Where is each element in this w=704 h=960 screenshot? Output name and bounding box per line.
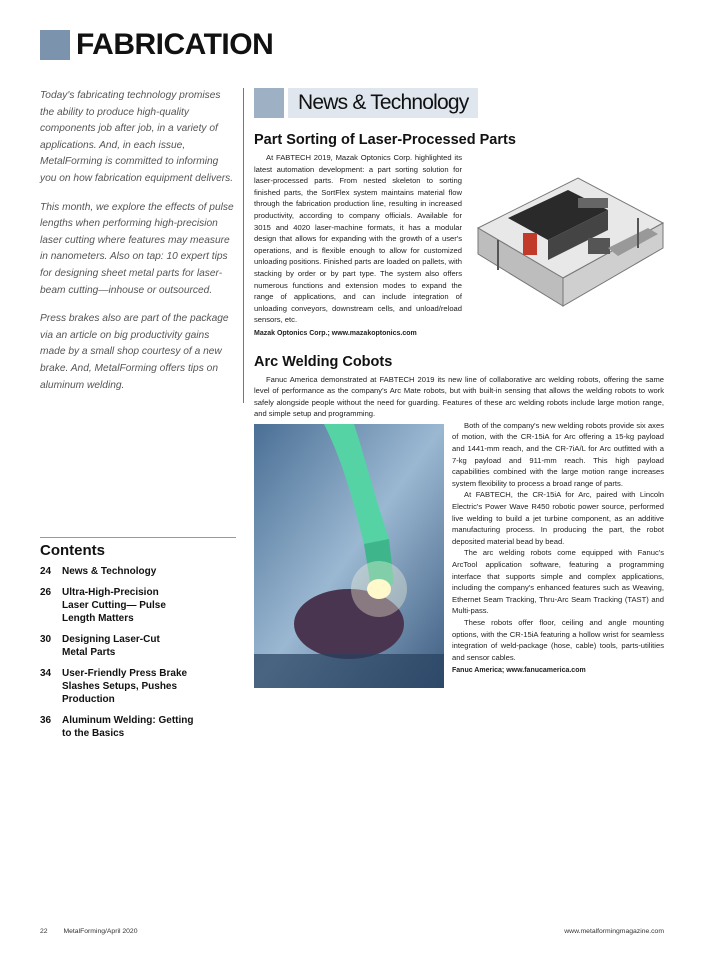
column-divider <box>243 88 244 403</box>
intro-paragraph: This month, we explore the effects of pulse lengths when performing high-precision laser cutting where features may measure in nanometers. Also on tap: 10 expert tips for designing sheet metal parts for laser-beam cutting—inhouse or outsourced. <box>40 201 234 296</box>
page-footer <box>40 928 664 935</box>
news-title: News & Technology <box>288 88 478 118</box>
contents-item[interactable] <box>40 565 236 578</box>
main-column <box>254 88 664 690</box>
article-paragraph: These robots offer floor, ceiling and angle mounting options, with the CR-15iA featuring a hollow wrist for seamless integration of weld-package (hose, cable) tools, parts-utilities and sensor cables. <box>452 617 664 662</box>
contents-label: Ultra-High-Precision Laser Cutting— Pulse Length Matters <box>62 587 166 624</box>
intro-column <box>40 88 236 406</box>
welding-robot-image <box>254 424 444 688</box>
section-header <box>40 28 273 62</box>
article-body <box>254 152 664 340</box>
article-paragraph: Both of the company's new welding robots provide six axes of motion, with the CR-15iA for Arc offering a 15-kg payload and 1441-mm reach, and the CR-7iA/L for Arc outfitted with a 7-kg payload and 911-mm reach. This high payload capabilities combined with the large motion range increases system flexibility to process a broad range of parts. <box>452 420 664 488</box>
article-credit[interactable]: Mazak Optonics Corp.; www.mazakoptonics.com <box>254 329 417 337</box>
footer-left <box>40 928 152 935</box>
contents-page: 26 <box>40 587 52 598</box>
article-title: Arc Welding Cobots <box>254 353 393 370</box>
intro-paragraph: Press brakes also are part of the package via an article on big productivity gains made by a small shop courtesy of a new brake. And, MetalForming offers tips on aluminum welding. <box>40 313 229 391</box>
footer-url[interactable]: www.metalformingmagazine.com <box>564 928 664 935</box>
news-accent-square <box>254 88 284 118</box>
article-paragraph: At FABTECH, the CR-15iA for Arc, paired with Lincoln Electric's Power Wave R450 robotic power source, performed live welding to build a jet turbine component, as an additive manufacturing process. In producing the part, the robot deposited material bead by bead. <box>452 490 664 546</box>
issue-label: MetalForming/April 2020 <box>63 928 138 935</box>
contents-item[interactable] <box>40 586 236 625</box>
news-banner <box>254 88 664 118</box>
contents-page: 30 <box>40 634 52 645</box>
sorting-system-image <box>468 158 668 318</box>
contents-page: 36 <box>40 715 52 726</box>
article-credit[interactable]: Fanuc America; www.fanucamerica.com <box>452 667 586 675</box>
article-title: Part Sorting of Laser-Processed Parts <box>254 132 516 148</box>
contents-label: Aluminum Welding: Getting to the Basics <box>62 715 194 739</box>
contents-page: 34 <box>40 668 52 679</box>
contents-label: Designing Laser-Cut Metal Parts <box>62 634 160 658</box>
section-title: FABRICATION <box>76 28 274 61</box>
header-accent-square <box>40 30 70 60</box>
page-number: 22 <box>40 928 48 935</box>
contents-item[interactable] <box>40 714 236 740</box>
contents-item[interactable] <box>40 667 236 706</box>
contents-box <box>40 537 236 748</box>
article-paragraph: The arc welding robots come equipped with Fanuc's ArcTool application software, featuring a programming interface that supports simple and complex applications, including the company's enhanced features such as Weaving, Ethernet Seam Tracking, Thru-Arc Seam Tracking (TAST) and Multi-pass. <box>452 548 664 616</box>
article-paragraph: Fanuc America demonstrated at FABTECH 2019 its new line of collaborative arc welding robots, offering the same level of performance as the company's Arc Mate robots, but with built-in sensing that allows the welding robots to work safely alongside people without the need for guarding. Features of these arc welding robots include large motion range, and simple setup and programming. <box>254 374 664 419</box>
article-body <box>254 374 664 677</box>
contents-label: User-Friendly Press Brake Slashes Setups, Pushes Production <box>62 668 188 705</box>
contents-item[interactable] <box>40 633 236 659</box>
intro-paragraph: Today's fabricating technology promises the ability to produce high-quality components job after job, in a variety of applications. And, in each issue, MetalForming is committed to informing you on how fabrication equipment delivers. <box>40 90 234 184</box>
contents-page: 24 <box>40 566 52 577</box>
article-paragraph: At FABTECH 2019, Mazak Optonics Corp. highlighted its latest automation development: a part sorting solution for laser-processed parts. From nested skeleton to sorting finished parts, the SortFlex system maintains material flow through the fabrication production line, resulting in increased productivity, according to company officials. Available for 3015 and 4020 laser-machine formats, it has a modular design that allows for expanding with the growth of a user's operations, and is flexible enough to allow for customized unloading positions. Finished parts are loaded on pallets, with stacking by order or by part type. The system also offers numerous functions and extension modes to expand the range of applications, and can include integration of unloading conveyors, downstream cells, and unload/reload sensors, etc. <box>254 153 462 325</box>
contents-label: News & Technology <box>62 566 157 577</box>
contents-title: Contents <box>40 542 105 559</box>
